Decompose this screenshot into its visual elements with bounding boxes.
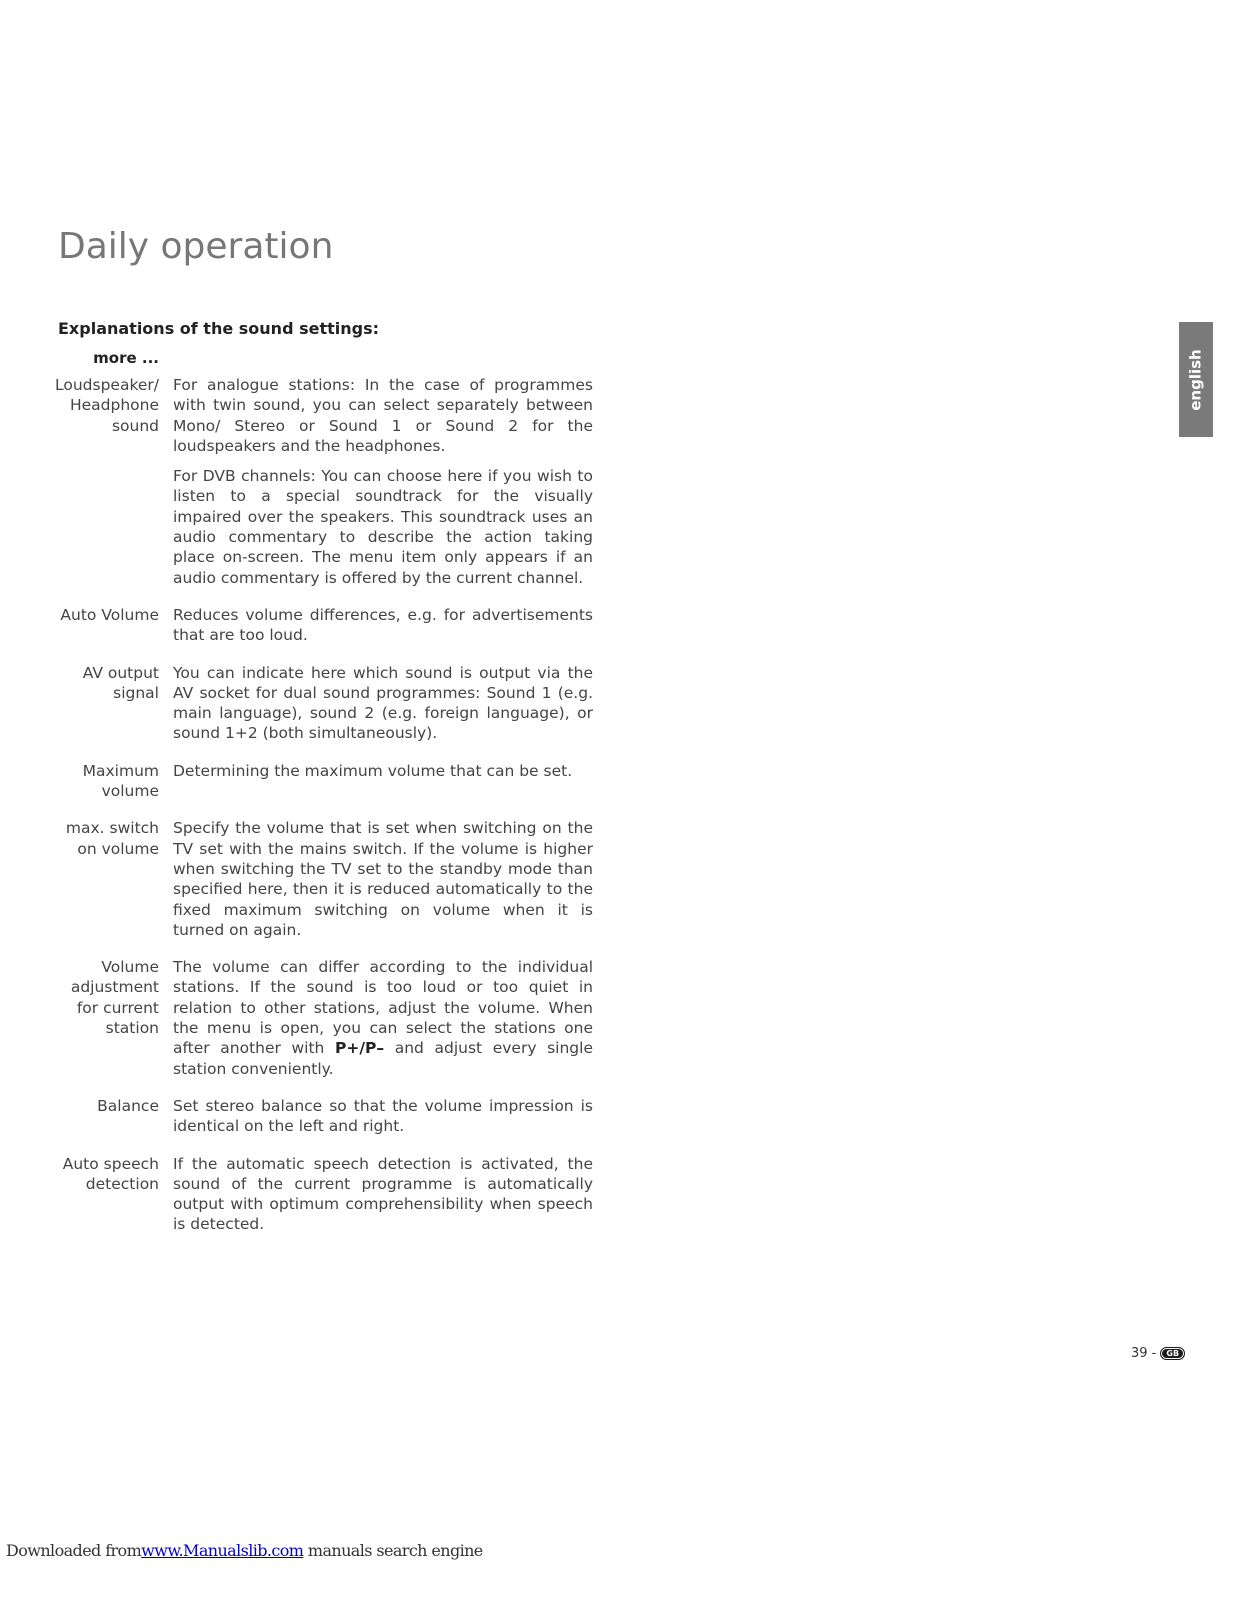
description-text: and adjust every single station conveniently.: [173, 1039, 593, 1078]
description-text: The volume can differ according to the individual stations. If the sound is too loud or too quiet in relation to other stations, adjust the volume. When the menu is open, you can select the stations one after another with: [173, 958, 593, 1058]
page-number-text: 39 -: [1131, 1346, 1157, 1361]
setting-label: Maximum volume: [82, 761, 159, 801]
description-paragraph: For analogue stations: In the case of programmes with twin sound, you can select separately between Mono/ Stereo or Sound 1 or Sound 2 for the loudspeakers and the headphones.: [173, 376, 593, 455]
setting-description: [173, 375, 593, 588]
setting-label: Volume adjustment for current station: [70, 958, 159, 1038]
description-paragraph: Reduces volume differences, e.g. for advertisements that are too loud.: [173, 605, 593, 645]
settings-list: [48, 375, 593, 1252]
description-paragraph: Determining the maximum volume that can be set.: [173, 761, 573, 780]
setting-row-auto-speech: [48, 1154, 593, 1235]
page-number: [1131, 1346, 1185, 1361]
description-paragraph: [173, 957, 593, 1079]
setting-label: Loudspeaker/ Headphone sound: [54, 376, 159, 435]
language-tab: [1179, 322, 1213, 437]
description-paragraph: If the automatic speech detection is activated, the sound of the current programme is automatically output with optimum comprehensibility when speech is detected.: [173, 1154, 593, 1234]
setting-label: max. switch on volume: [65, 819, 159, 858]
description-paragraph: Set stereo balance so that the volume impression is identical on the left and right.: [173, 1096, 593, 1136]
gb-badge-icon: GB: [1160, 1347, 1185, 1360]
download-footer: [6, 1541, 483, 1560]
description-paragraph: Specify the volume that is set when switching on the TV set with the mains switch. If the volume is higher when switching the TV set to the standby mode than specified here, then it is reduced automatically to the fixed maximum switching on volume when it is turned on again.: [173, 819, 593, 939]
description-paragraph: You can indicate here which sound is output via the AV socket for dual sound programmes: Sound 1 (e.g. main language), sound 2 (e.g. foreign language), or sound 1+2 (both simultaneously).: [173, 663, 593, 743]
setting-label: AV output signal: [82, 663, 159, 702]
more-label: more ...: [93, 349, 159, 367]
setting-description: [173, 663, 593, 744]
setting-description: [173, 605, 593, 646]
language-tab-label: english: [1187, 348, 1206, 411]
footer-prefix: Downloaded from: [6, 1541, 142, 1560]
setting-description: [173, 957, 593, 1079]
footer-suffix: manuals search engine: [307, 1541, 483, 1560]
setting-row-maximum-volume: [48, 761, 593, 802]
setting-description: [173, 818, 593, 940]
setting-row-auto-volume: [48, 605, 593, 646]
setting-label: Auto speech detection: [62, 1154, 159, 1193]
section-heading: Explanations of the sound settings:: [58, 319, 380, 338]
setting-row-switch-on-volume: [48, 818, 593, 940]
setting-label: Auto Volume: [60, 605, 159, 624]
page-title: Daily operation: [58, 226, 334, 267]
remote-key-label: P+/P–: [334, 1039, 385, 1058]
setting-row-volume-adjustment: [48, 957, 593, 1079]
description-paragraph: For DVB channels: You can choose here if you wish to listen to a special soundtrack for the visually impaired over the speakers. This soundtrack uses an audio commentary to describe the action taking place on-screen. The menu item only appears if an audio commentary is offered by the current channel.: [173, 467, 593, 587]
setting-row-av-output: [48, 663, 593, 744]
setting-row-loudspeaker: [48, 375, 593, 588]
setting-label: Balance: [97, 1096, 159, 1115]
manualslib-link[interactable]: www.Manualslib.com: [141, 1541, 304, 1560]
setting-description: [173, 761, 593, 802]
setting-row-balance: [48, 1096, 593, 1137]
setting-description: [173, 1154, 593, 1235]
setting-description: [173, 1096, 593, 1137]
